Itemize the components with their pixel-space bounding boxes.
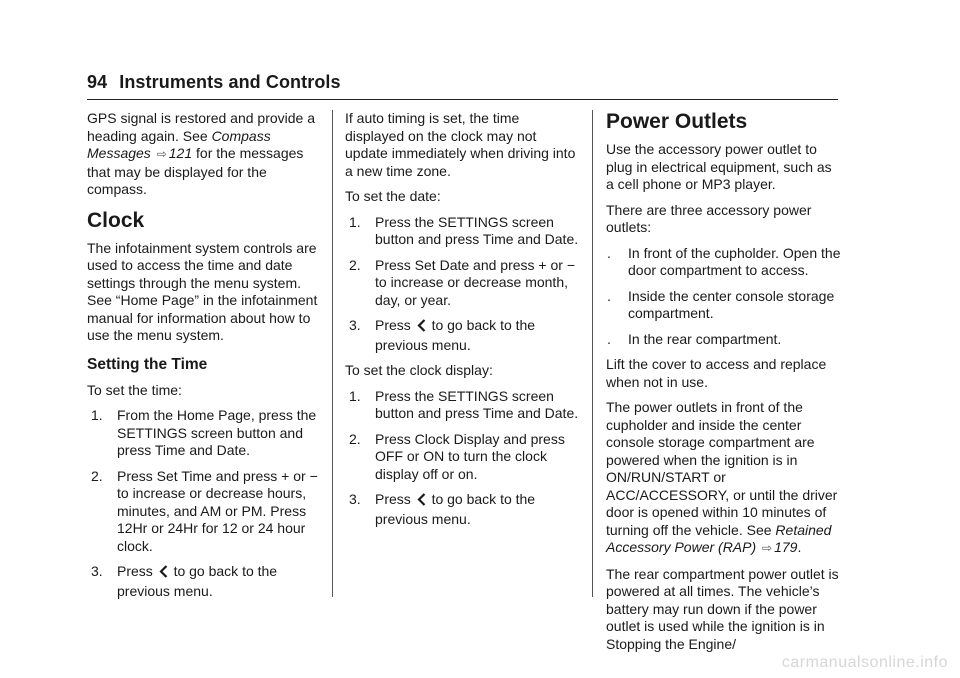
back-arrow-icon: [417, 319, 426, 337]
intro-paragraph: GPS signal is restored and provide a heading again. See Compass Messages ⇨ 121 for the messages that may be displayed for the compass.: [87, 110, 316, 197]
date-steps-list: [345, 214, 580, 355]
page-ref-arrow-icon: ⇨: [762, 541, 773, 555]
column-divider-2: [592, 110, 593, 597]
bullet: .: [607, 244, 611, 261]
header-rule: [87, 99, 838, 100]
list-item: 3. Press to go back to the previous menu.: [91, 563, 278, 599]
outlets-paragraph-1: Use the accessory power outlet to plug in electrical equipment, such as a cell phone or MP3 player.: [606, 141, 832, 192]
page-header: [87, 72, 341, 93]
list-item: 1. From the Home Page, press the SETTINGS screen button and press Time and Date.: [91, 407, 317, 458]
display-intro: To set the clock display:: [345, 362, 493, 378]
page-ref-number[interactable]: 179: [774, 539, 798, 555]
list-item: 3. Press to go back to the previous menu.: [349, 491, 536, 527]
auto-timing-paragraph: If auto timing is set, the time displayed on the clock may not update immediately when driving into a new time zone.: [345, 110, 576, 179]
column-divider-1: [332, 110, 333, 597]
power-outlets-heading: Power Outlets: [606, 110, 748, 133]
section-title: Instruments and Controls: [119, 72, 341, 92]
column-1: [87, 110, 322, 608]
list-item: 3. Press to go back to the previous menu.: [349, 317, 536, 353]
outlets-paragraph-3: Lift the cover to access and replace when not in use.: [606, 356, 827, 390]
setting-time-heading: Setting the Time: [87, 355, 208, 373]
outlets-paragraph-4: The power outlets in front of the cupholder and inside the center console storage compartment are powered when the ignition is in ON/RUN/START or ACC/ACCESSORY, or until the driver door is opened within 10 minutes of turning off the vehicle. See Retained Accessory Power (RAP) ⇨ 179.: [606, 399, 838, 555]
clock-paragraph: The infotainment system controls are used to access the time and date settings through the menu system. See “Home Page” in the infotainment manual for information about how to use the menu system.: [87, 239, 318, 343]
compass-messages-link[interactable]: Compass Messages: [87, 127, 271, 161]
rap-link[interactable]: Retained Accessory Power (RAP): [606, 521, 832, 555]
outlets-paragraph-2: There are three accessory power outlets:: [606, 201, 812, 235]
list-item: . In the rear compartment.: [607, 330, 782, 347]
watermark: carmanualsonline.info: [781, 654, 948, 671]
setting-time-intro: To set the time:: [87, 381, 182, 398]
column-2: [345, 110, 580, 536]
column-3: [606, 110, 841, 661]
display-steps-list: [345, 388, 580, 529]
time-steps-list: [87, 407, 322, 600]
list-item: 2. Press Clock Display and press OFF or ON to turn the clock display off or on.: [349, 430, 565, 482]
outlets-paragraph-5: The rear compartment power outlet is powered at all times. The vehicle’s battery may run down if the power outlet is used while the ignition is in Stopping the Engine/: [606, 565, 839, 652]
bullet: .: [607, 287, 611, 304]
date-intro: To set the date:: [345, 188, 441, 204]
list-item: 2. Press Set Date and press + or − to increase or decrease month, day, or year.: [349, 256, 575, 308]
page-number: 94: [87, 72, 108, 92]
list-item: . In front of the cupholder. Open the door compartment to access.: [607, 244, 841, 278]
clock-heading: Clock: [87, 208, 145, 232]
list-item: 1. Press the SETTINGS screen button and press Time and Date.: [349, 387, 579, 421]
page-ref-number[interactable]: 121: [168, 145, 193, 161]
back-arrow-icon: [417, 493, 426, 511]
list-item: 1. Press the SETTINGS screen button and press Time and Date.: [349, 213, 579, 247]
outlets-bullet-list: [606, 245, 841, 349]
bullet: .: [607, 330, 611, 347]
list-item: . Inside the center console storage compartment.: [607, 287, 835, 321]
page-ref-arrow-icon: ⇨: [156, 147, 167, 161]
list-item: 2. Press Set Time and press + or − to increase or decrease hours, minutes, and AM or PM. Press 12Hr or 24Hr for 12 or 24 hour clock.: [91, 467, 318, 554]
back-arrow-icon: [159, 565, 168, 583]
